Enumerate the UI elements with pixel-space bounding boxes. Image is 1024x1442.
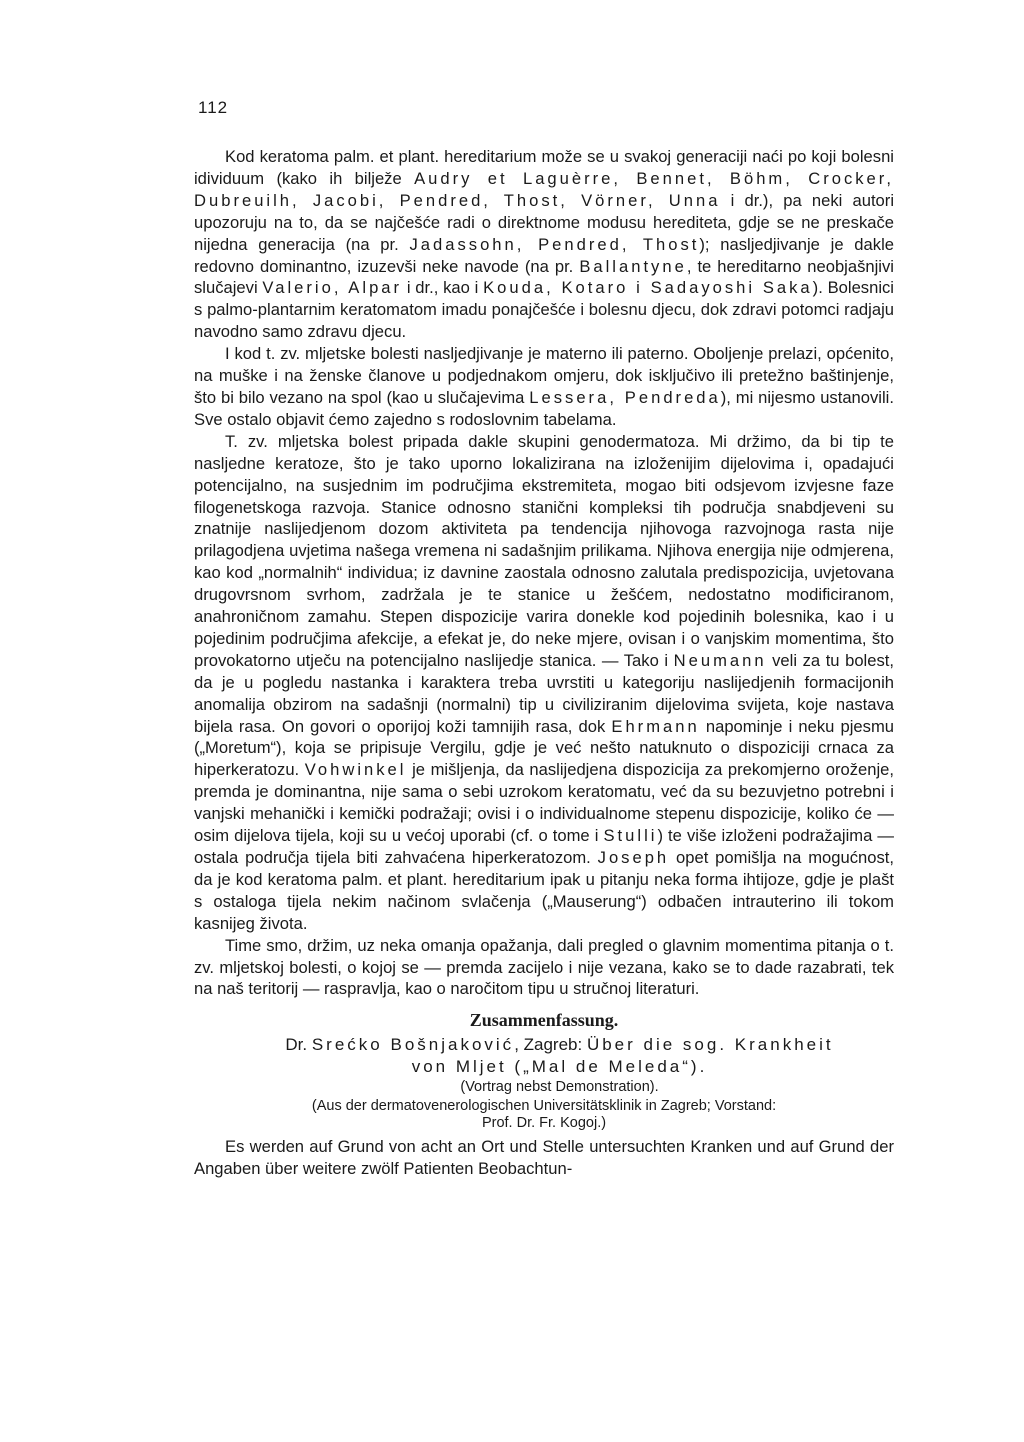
text-run: ); nasljedjivanje je dakle redovno dominantno, izuzevši neke navode (na pr. <box>194 234 894 276</box>
spaced-names: Kouda, Kotaro i Sadayoshi Saka <box>483 278 813 298</box>
text-run: T. zv. mljetska bolest pripada dakle skupini genodermatoza. Mi držimo, da bi tip te nasljedne keratoze, što je tako uporno lokalizirana na izloženijim dijelovima i, opadajući potencijalno, na susjednim im područjima ekstremiteta, mogao biti odsjevom izvjesne faze filogenetskoga razvoja. Stanice odnosno stanični kompleksi tih područja snabdjeveni su znatnije naslijedjenom dozom aktiviteta pa tendencija njihovoga razvojnoga rasta nije prilagodjena uvjetima našega vremena ni sadašnjim prilikama. Njihova energija nije odmjerena, kao kod „normalnih“ individua; iz davnine zaostala odnosno zalutala predispozicija, uvjetovana drugovrsnom svrhom, zadržala je te stanice u žešćem, nedostatno modificiranom, anahroničnom zamahu. Stepen dispozicije varira donekle kod pojedinih bolesnika, kao i u pojedinim područjima afekcije, a efekat je, do neke mjere, ovisan i o vanjskim momentima, što provokatorno utječu na potencijalno naslijedje stanica. — Tako i <box>194 431 894 670</box>
paragraph-1 <box>194 146 894 343</box>
paragraph-3 <box>194 431 894 935</box>
title-separator: , Zagreb: <box>514 1035 587 1055</box>
summary-body: Es werden auf Grund von acht an Ort und Stelle untersuchten Kranken und auf Grund der Angaben über weitere zwölf Patienten Beobachtun- <box>194 1137 894 1178</box>
spaced-names: Ehrmann <box>611 716 700 736</box>
text-run: i dr., kao i <box>402 278 484 298</box>
spaced-names: Vohwinkel <box>304 760 407 780</box>
text-run: veli za tu bolest, da je u pogledu nastanka i karaktera treba uvrstiti u kategoriju naslijedjenih formacijonih anomalija obzirom na sadašnji (normalni) tip u civiliziranim dijelovima svijeta, koje nastava bijela rasa. On govori o oporijoj koži tamnijih rasa, dok <box>194 650 894 736</box>
text-run: , te hereditarno neobjašnjivi slučajevi <box>194 256 894 298</box>
summary-heading: Zusammenfassung. <box>469 1010 619 1031</box>
spaced-names: Stulli <box>603 826 658 846</box>
paragraph-2 <box>194 343 894 431</box>
text-run: napominje i neku pjesmu („Moretum“), koja se pripisuje Vergilu, gdje je već nešto natuknuto o dispoziciji crnaca za hiperkeratozu. <box>194 716 895 780</box>
affiliation <box>194 1098 894 1132</box>
text-run: i dr.), pa neki autori upozoruju na to, da se najčešće radi o direktnome modusu herediteta, gdje se ne preskače nijedna generacija (na pr. <box>194 190 895 254</box>
text-run: je mišljenja, da naslijedjena dispozicija za prekomjerno oroženje, premda je dominantna, nije sama o sebi uzrokom keratomatu, već da su bezuvjetno potrebni i vanjski mehanički i kemički podražaji; ovisi i o individualnome stepenu dispozicije, koliko će — osim dijelova tijela, koji su u većoj uporabi (cf. o tome i <box>194 760 894 846</box>
text-run: opet pomišlja na mogućnost, da je kod keratoma palm. et plant. hereditarium ipak u pitanju neka forma ihtijoze, gdje je plašt s ostaloga tijela nekim načinom svlačenja („Mauserung“) odbačen intrauterino ili tokom kasnijeg života. <box>194 848 894 933</box>
text-run: Time smo, držim, uz neka omanja opažanja, dali pregled o glavnim momentima pitanja o t. zv. mljetskoj bolesti, o kojoj se — premda zacijelo i nije vezana, kako se to dade razabrati, tek na naš teritorij — raspravlja, kao o naročitom tipu u stručnoj literaturi. <box>194 935 894 999</box>
summary-subtitle: (Vortrag nebst Demonstration). <box>460 1079 659 1096</box>
paragraph-4 <box>194 935 894 1001</box>
spaced-names: Audry et Laguèrre, Bennet, Böhm, Crocker, Dubreuilh, Jacobi, Pendred, Thost, Vörner, Unna <box>194 168 895 210</box>
text-run: Kod keratoma palm. et plant. hereditarium može se u svakoj generaciji naći po koji bolesni idividuum (kako ih bilježe <box>194 147 894 188</box>
title-part-1: Über die sog. Krankheit <box>586 1035 834 1055</box>
text-run: I kod t. zv. mljetske bolesti nasljedjivanje je materno ili paterno. Oboljenje prelazi, općenito, na muške i na ženske članove u podjednakom omjeru, dok isključivo ili pretežno baštinjenje, što bi bilo vezano na spol (kao u slučajevima <box>194 344 894 407</box>
summary-title-line-2: von Mljet („Mal de Meleda“). <box>411 1057 708 1077</box>
spaced-names: Joseph <box>597 848 670 867</box>
affiliation-line-1: (Aus der dermatovenerologischen Universitätsklinik in Zagreb; Vorstand: <box>311 1098 777 1115</box>
author-prefix: Dr. <box>285 1035 312 1055</box>
text-run: ) te više izloženi podražajima — ostala područja tijela biti zahvaćena hiperkeratozom. <box>194 826 895 867</box>
text-run: ). Bolesnici s palmo-plantarnim keratomatom imadu ponajčešće i bolesnu djecu, dok zdravi potomci radjaju navodno samo zdravu djecu. <box>194 278 894 342</box>
spaced-names: Ballantyne <box>579 256 687 276</box>
spaced-names: Jadassohn, Pendred, Thost <box>409 234 700 254</box>
affiliation-line-2: Prof. Dr. Fr. Kogoj.) <box>481 1115 607 1132</box>
main-text <box>194 146 894 1180</box>
spaced-names: Neumann <box>673 650 767 670</box>
author-name: Srećko Bošnjaković <box>311 1035 515 1055</box>
spaced-names: Valerio, Alpar <box>262 278 403 298</box>
text-run: ), mi nijesmo ustanovili. Sve ostalo objavit ćemo zajedno s rodoslovnim tabelama. <box>194 387 894 429</box>
page-number: 112 <box>198 98 229 117</box>
spaced-names: Lessera, Pendreda <box>529 387 721 407</box>
summary-title-line-1 <box>194 1034 894 1056</box>
